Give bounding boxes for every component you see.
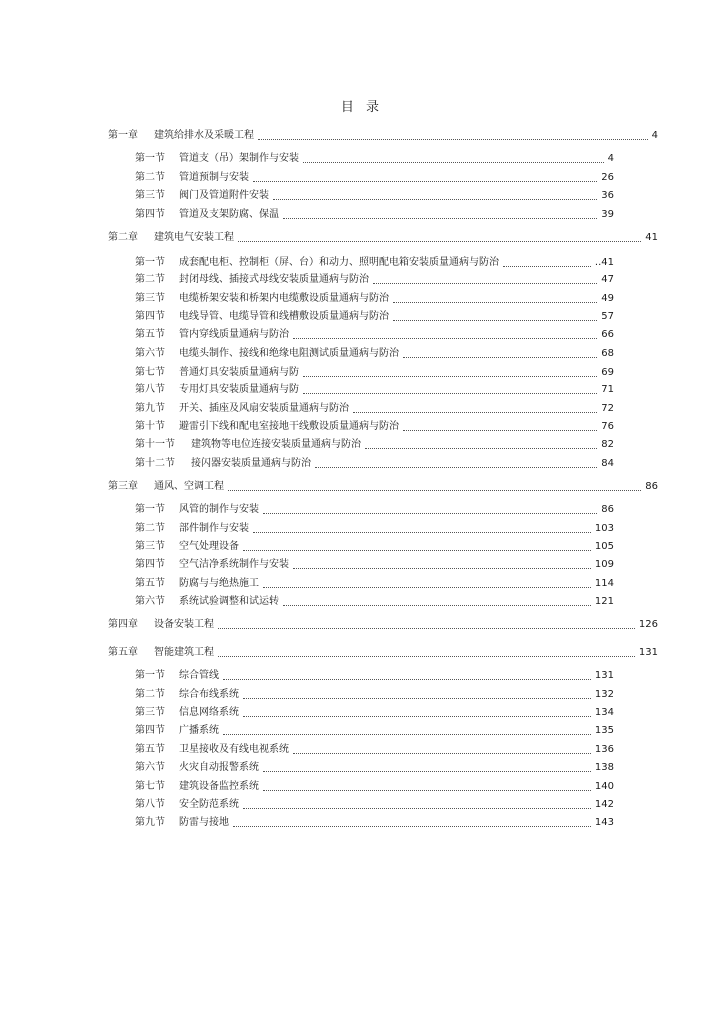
toc-entry-number: 第七节 [135,781,165,792]
toc-section-entry [135,402,614,416]
toc-chapter-entry [108,646,658,660]
toc-entry-number: 第一节 [135,670,165,681]
toc-entry-number: 第五章 [108,647,138,658]
toc-entry-title: 火灾自动报警系统 [179,762,259,773]
toc-entry-number: 第二节 [135,689,165,700]
dot-leader [503,265,591,267]
toc-entry-page: 121 [594,596,614,607]
toc-entry-title: 电线导管、电缆导管和线槽敷设质量通病与防治 [179,311,389,322]
dot-leader [223,678,591,680]
toc-entry-page: 132 [594,689,614,700]
toc-entry-number: 第七节 [135,367,165,378]
toc-entry-page: ..41 [594,257,614,268]
toc-section-entry [135,383,614,397]
toc-entry-number: 第三节 [135,541,165,552]
toc-section-entry [135,189,614,203]
toc-entry-page: 4 [651,130,658,141]
toc-entry-page: 138 [594,762,614,773]
toc-entry-number: 第六节 [135,348,165,359]
toc-entry-page: 66 [601,329,614,340]
toc-entry-title: 空气洁净系统制作与安装 [179,559,289,570]
toc-entry-page: 105 [594,541,614,552]
dot-leader [403,356,597,358]
toc-entry-number: 第四章 [108,619,138,630]
dot-leader [293,752,591,754]
toc-entry-title: 管道预制与安装 [179,172,249,183]
toc-section-entry [135,798,614,812]
dot-leader [218,655,635,657]
toc-entry-title: 防雷与接地 [179,817,229,828]
toc-entry-page: 36 [601,190,614,201]
toc-entry-page: 136 [594,744,614,755]
dot-leader [233,825,591,827]
toc-section-entry [135,780,614,794]
toc-section-entry [135,420,614,434]
dot-leader [243,697,591,699]
toc-entry-page: 41 [645,232,658,243]
toc-section-entry [135,310,614,324]
toc-entry-title: 建筑电气安装工程 [154,232,234,243]
toc-entry-title: 管道及支架防腐、保温 [179,209,279,220]
dot-leader [223,733,591,735]
toc-entry-page: 26 [601,172,614,183]
dot-leader [365,447,597,449]
toc-entry-number: 第八节 [135,384,165,395]
dot-leader [303,375,597,377]
toc-entry-page: 86 [645,481,658,492]
toc-entry-page: 57 [601,311,614,322]
toc-entry-number: 第十节 [135,421,165,432]
toc-entry-title: 建筑给排水及采暖工程 [154,130,254,141]
toc-chapter-entry [108,618,658,632]
toc-section-entry [135,273,614,287]
toc-entry-title: 广播系统 [179,725,219,736]
dot-leader [263,770,591,772]
toc-entry-page: 69 [601,367,614,378]
toc-entry-number: 第一节 [135,153,165,164]
toc-entry-number: 第十二节 [135,458,175,469]
toc-entry-number: 第二节 [135,172,165,183]
toc-entry-number: 第二章 [108,232,138,243]
toc-entry-title: 避雷引下线和配电室接地干线敷设质量通病与防治 [179,421,399,432]
toc-entry-number: 第二节 [135,274,165,285]
toc-entry-number: 第四节 [135,311,165,322]
toc-entry-page: 140 [594,781,614,792]
toc-section-entry [135,595,614,609]
dot-leader [243,807,591,809]
toc-chapter-entry [108,231,658,245]
toc-entry-number: 第九节 [135,403,165,414]
toc-entry-number: 第一节 [135,504,165,515]
toc-chapter-entry [108,129,658,143]
toc-entry-number: 第八节 [135,799,165,810]
toc-entry-number: 第十一节 [135,439,175,450]
toc-section-entry [135,724,614,738]
toc-section-entry [135,706,614,720]
toc-entry-number: 第五节 [135,578,165,589]
toc-entry-title: 建筑设备监控系统 [179,781,259,792]
dot-leader [218,627,635,629]
toc-section-entry [135,540,614,554]
toc-chapter-entry [108,480,658,494]
toc-section-entry [135,328,614,342]
toc-entry-page: 131 [594,670,614,681]
toc-section-entry [135,292,614,306]
toc-entry-title: 电缆桥架安装和桥架内电缆敷设质量通病与防治 [179,293,389,304]
toc-entry-page: 82 [601,439,614,450]
toc-entry-number: 第二节 [135,523,165,534]
dot-leader [353,411,597,413]
toc-section-entry [135,152,614,166]
toc-entry-title: 普通灯具安装质量通病与防 [179,367,299,378]
toc-entry-number: 第三节 [135,190,165,201]
toc-section-entry [135,457,614,471]
toc-section-entry [135,366,614,380]
dot-leader [273,198,597,200]
toc-entry-title: 管内穿线质量通病与防治 [179,329,289,340]
toc-entry-title: 系统试验调整和试运转 [179,596,279,607]
toc-entry-number: 第六节 [135,762,165,773]
toc-entry-page: 68 [601,348,614,359]
toc-entry-title: 建筑物等电位连接安装质量通病与防治 [191,439,361,450]
toc-entry-number: 第六节 [135,596,165,607]
toc-entry-page: 47 [601,274,614,285]
dot-leader [238,240,641,242]
dot-leader [258,138,648,140]
toc-section-entry [135,438,614,452]
toc-entry-title: 风管的制作与安装 [179,504,259,515]
toc-entry-number: 第四节 [135,725,165,736]
toc-entry-title: 信息网络系统 [179,707,239,718]
dot-leader [393,319,597,321]
toc-entry-title: 空气处理设备 [179,541,239,552]
dot-leader [293,567,591,569]
toc-entry-title: 成套配电柜、控制柜（屏、台）和动力、照明配电箱安装质量通病与防治 [179,257,499,268]
dot-leader [263,512,597,514]
toc-entry-title: 通风、空调工程 [154,481,224,492]
toc-entry-title: 防腐与与绝热施工 [179,578,259,589]
toc-entry-page: 126 [638,619,658,630]
toc-entry-number: 第五节 [135,744,165,755]
toc-entry-title: 电缆头制作、接线和绝缘电阻测试质量通病与防治 [179,348,399,359]
toc-entry-number: 第三节 [135,293,165,304]
toc-entry-page: 134 [594,707,614,718]
toc-entry-number: 第四节 [135,209,165,220]
toc-entry-number: 第三节 [135,707,165,718]
toc-entry-title: 设备安装工程 [154,619,214,630]
toc-entry-page: 72 [601,403,614,414]
toc-entry-page: 109 [594,559,614,570]
toc-entry-page: 131 [638,647,658,658]
toc-entry-page: 135 [594,725,614,736]
toc-entry-title: 智能建筑工程 [154,647,214,658]
toc-entry-page: 71 [601,384,614,395]
toc-entry-number: 第一章 [108,130,138,141]
dot-leader [403,429,597,431]
toc-section-entry [135,522,614,536]
toc-section-entry [135,577,614,591]
toc-section-entry [135,256,614,270]
toc-section-entry [135,347,614,361]
toc-entry-page: 143 [594,817,614,828]
dot-leader [253,531,591,533]
dot-leader [393,301,597,303]
toc-entry-number: 第三章 [108,481,138,492]
toc-entry-title: 阀门及管道附件安装 [179,190,269,201]
toc-entry-number: 第四节 [135,559,165,570]
toc-entry-number: 第一节 [135,257,165,268]
dot-leader [228,489,641,491]
dot-leader [263,789,591,791]
dot-leader [373,282,597,284]
dot-leader [293,337,597,339]
toc-entry-number: 第五节 [135,329,165,340]
dot-leader [283,604,591,606]
toc-entry-title: 管道支（吊）架制作与安装 [179,153,299,164]
toc-entry-title: 卫星接收及有线电视系统 [179,744,289,755]
dot-leader [283,217,597,219]
toc-entry-title: 接闪器安装质量通病与防治 [191,458,311,469]
toc-entry-page: 114 [594,578,614,589]
dot-leader [243,715,591,717]
toc-entry-title: 安全防范系统 [179,799,239,810]
toc-section-entry [135,669,614,683]
toc-section-entry [135,171,614,185]
toc-section-entry [135,558,614,572]
toc-section-entry [135,688,614,702]
dot-leader [243,549,591,551]
dot-leader [263,586,591,588]
toc-entry-page: 86 [601,504,614,515]
page-title: 目 录 [340,100,384,115]
toc-entry-title: 专用灯具安装质量通病与防 [179,384,299,395]
toc-entry-page: 76 [601,421,614,432]
toc-entry-page: 84 [601,458,614,469]
toc-entry-page: 39 [601,209,614,220]
dot-leader [303,161,604,163]
toc-section-entry [135,503,614,517]
toc-section-entry [135,743,614,757]
toc-entry-title: 综合管线 [179,670,219,681]
toc-section-entry [135,208,614,222]
toc-section-entry [135,816,614,830]
toc-section-entry [135,761,614,775]
toc-entry-title: 开关、插座及风扇安装质量通病与防治 [179,403,349,414]
dot-leader [303,392,597,394]
toc-entry-title: 封闭母线、插接式母线安装质量通病与防治 [179,274,369,285]
toc-entry-number: 第九节 [135,817,165,828]
toc-entry-page: 4 [607,153,614,164]
toc-entry-title: 部件制作与安装 [179,523,249,534]
dot-leader [315,466,597,468]
toc-entry-title: 综合布线系统 [179,689,239,700]
toc-entry-page: 49 [601,293,614,304]
toc-entry-page: 103 [594,523,614,534]
dot-leader [253,180,597,182]
toc-entry-page: 142 [594,799,614,810]
